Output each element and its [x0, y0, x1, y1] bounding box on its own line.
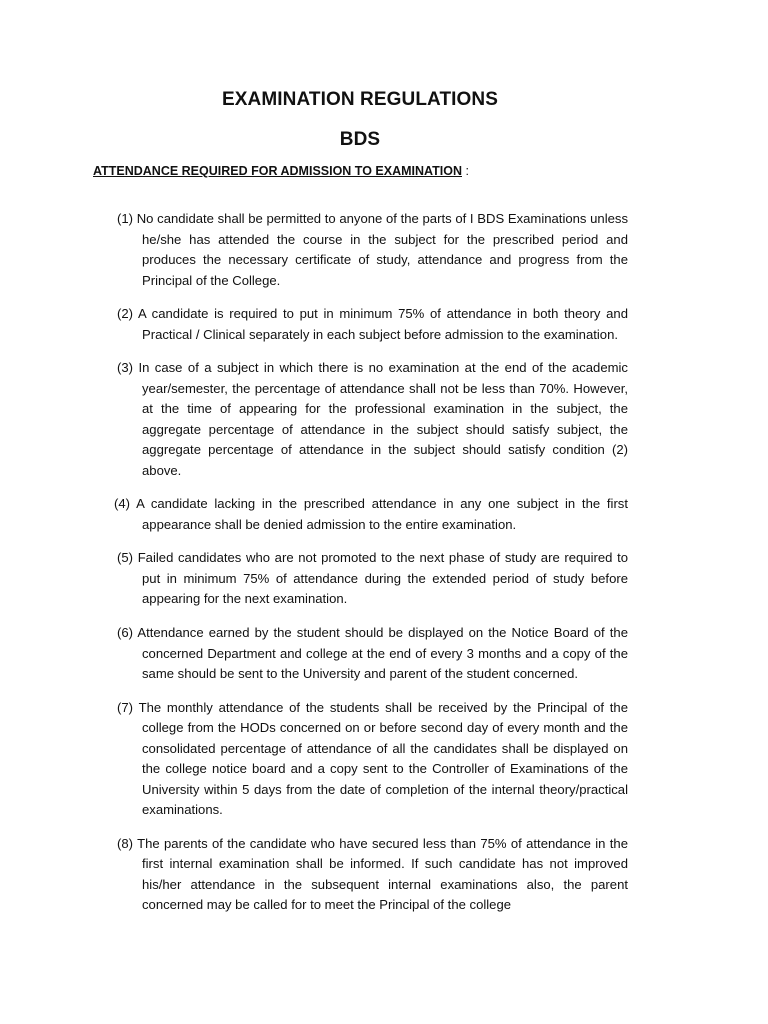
- document-subtitle: BDS: [339, 129, 381, 150]
- clause-text: Failed candidates who are not promoted to the next phase of study are required to put in minimum 75% of attendance during the extended period of study before appearing for the next examination.: [137, 550, 629, 607]
- clause-text: In case of a subject in which there is no examination at the end of the academic year/semester, the percentage of attendance shall not be less than 70%. However, at the time of appearing for the professional examination in the subject, the aggregate percentage of attendance in the subject should satisfy subject, the aggregate percentage of attendance in the subject should satisfy condition (2) above.: [138, 360, 628, 478]
- clause-5: [117, 548, 628, 610]
- clause-text: No candidate shall be permitted to anyone of the parts of I BDS Examinations unless he/she has attended the course in the subject for the prescribed period and produces the necessary certificate of study, attendance and progress from the Principal of the College.: [136, 211, 629, 288]
- clause-8: [117, 834, 628, 916]
- clause-number: (1): [117, 211, 134, 227]
- section-heading-text: ATTENDANCE REQUIRED FOR ADMISSION TO EXAMINATION: [93, 164, 462, 178]
- clause-number: (8): [117, 835, 134, 851]
- clause-number: (7): [117, 699, 134, 715]
- section-heading: [93, 164, 469, 178]
- clause-number: (3): [117, 360, 134, 376]
- document-title: EXAMINATION REGULATIONS: [221, 89, 499, 110]
- clause-number: (5): [117, 550, 134, 566]
- clause-number: (6): [117, 625, 134, 641]
- clause-2: [117, 304, 628, 345]
- clause-text: Attendance earned by the student should be displayed on the Notice Board of the concerned Department and college at the end of every 3 months and a copy of the same should be sent to the University and parent of the student concerned.: [137, 625, 628, 682]
- section-heading-colon: :: [462, 164, 469, 178]
- clause-6: [117, 623, 628, 685]
- clause-list: [114, 196, 629, 928]
- clause-text: A candidate lacking in the prescribed attendance in any one subject in the first appearance shall be denied admission to the entire examination.: [136, 496, 628, 532]
- clause-number: (4): [114, 496, 131, 512]
- clause-number: (2): [117, 306, 134, 322]
- clause-1: [117, 209, 628, 291]
- clause-text: A candidate is required to put in minimum 75% of attendance in both theory and Practical / Clinical separately in each subject before admission to the examination.: [137, 306, 629, 342]
- clause-7: [117, 698, 628, 821]
- clause-4: [114, 494, 628, 535]
- clause-text: The monthly attendance of the students shall be received by the Principal of the college from the HODs concerned on or before second day of every month and the consolidated percentage of attendance of all the candidates shall be displayed on the college notice board and a copy sent to the Controller of Examinations of the University within 5 days from the date of completion of the internal theory/practical examinations.: [138, 699, 628, 818]
- clause-3: [117, 358, 628, 481]
- clause-text: The parents of the candidate who have secured less than 75% of attendance in the first internal examination shall be informed. If such candidate has not improved his/her attendance in the subsequent internal examinations also, the parent concerned may be called for to meet the Principal of the college: [137, 835, 628, 913]
